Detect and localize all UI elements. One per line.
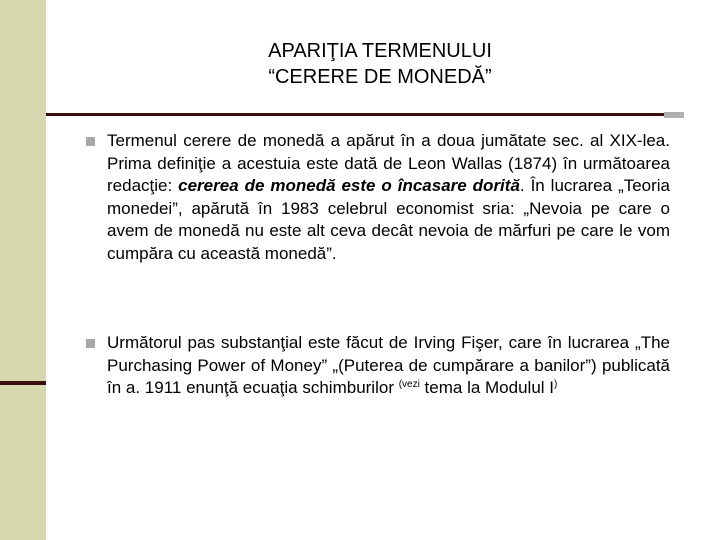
square-bullet-icon — [86, 339, 95, 348]
bullet-2-text-a: Următorul pas substanţial este făcut de Irving Fişer, care în lucrarea „The Purchasing Power of Money” „(Puterea de cumpărare a banilor”) publicată în a. 1911 enunţă ecuaţia schimburilor — [107, 333, 670, 397]
slide-title — [150, 38, 610, 90]
bullet-item-2 — [86, 332, 670, 400]
bullet-1-text-b: . În lucrarea „Teoria monedei”, apărută în 1983 celebrul economist sria: „Nevoia pe care o avem de monedă nu este alt ceva decât nevoia de mărfuri pe care le vom cumpăra cu această monedă”. — [107, 176, 670, 263]
left-decorative-band — [0, 0, 46, 540]
bullet-text-1 — [107, 130, 670, 265]
bullet-text-2 — [107, 332, 670, 400]
square-bullet-icon — [86, 137, 95, 146]
title-divider-end — [664, 112, 684, 118]
bullet-1-emphasis: cererea de monedă este o încasare dorită — [178, 176, 520, 195]
title-line-2: “CERERE DE MONEDĂ” — [268, 66, 492, 88]
bullet-2-text-b: tema la Modulul I — [419, 378, 555, 397]
bullet-2-superscript-1: (vezi — [398, 379, 420, 390]
bullet-1-text-a: Termenul cerere de monedă a apărut în a doua jumătate sec. al XIX-lea. Prima definiţie a acestuia este dată de Leon Wallas (1874) în următoarea redacţie: — [107, 131, 670, 195]
title-line-1: APARIŢIA TERMENULUI — [268, 40, 492, 62]
title-divider — [46, 113, 664, 116]
bullet-item-1 — [86, 130, 670, 265]
bullet-2-superscript-2: ) — [554, 379, 558, 390]
left-band-accent — [0, 381, 46, 385]
